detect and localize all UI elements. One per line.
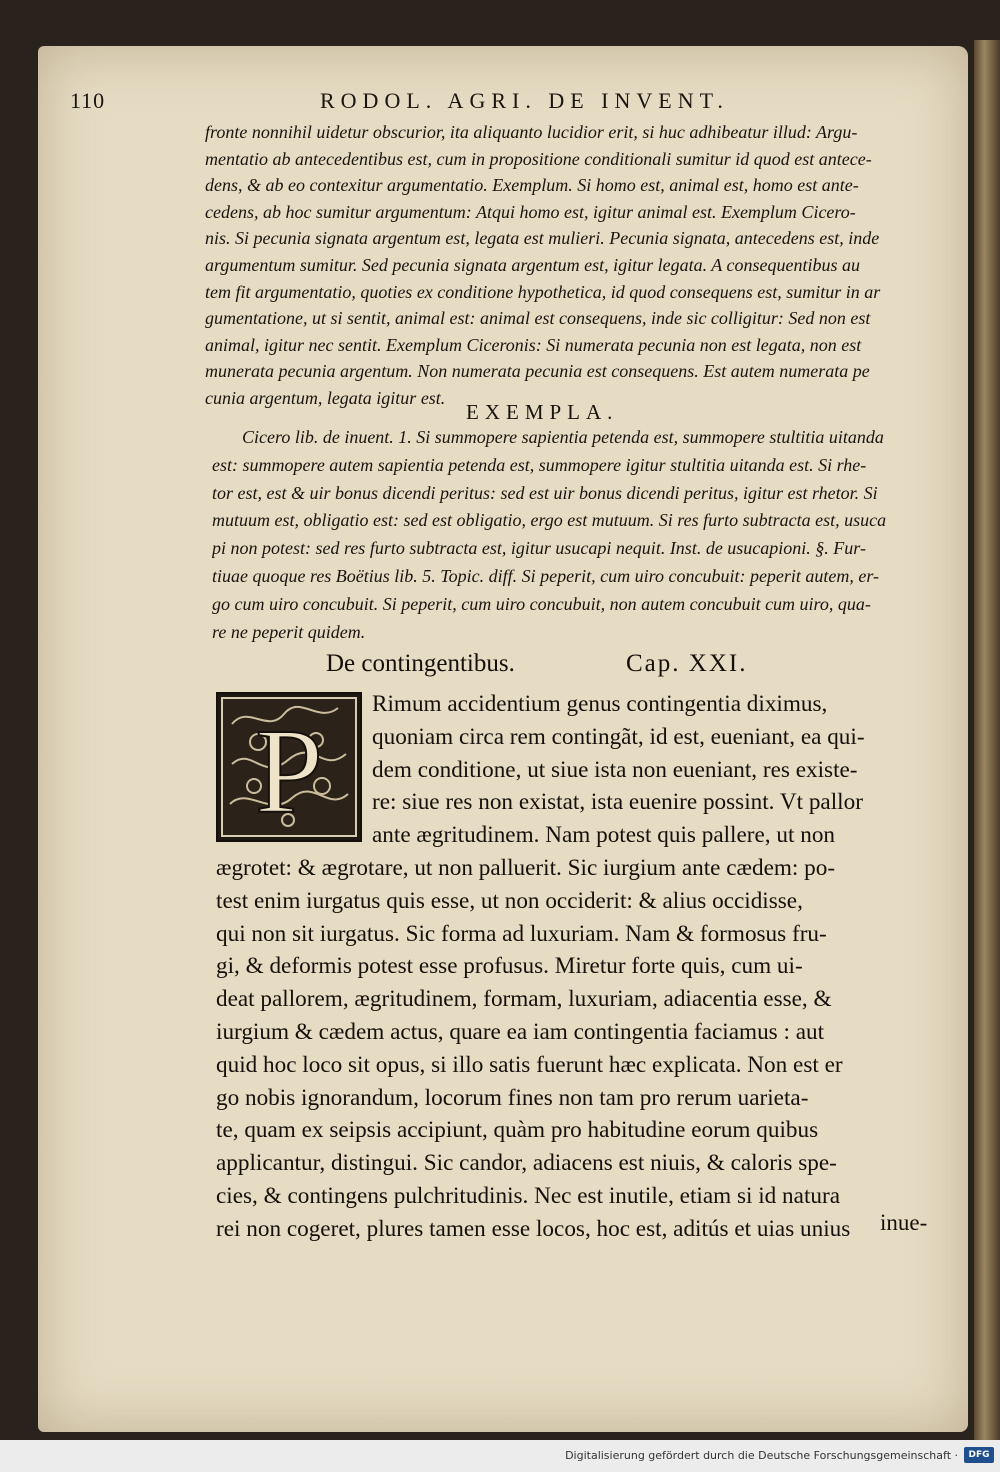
- text-line: nis. Si pecunia signata argentum est, legata est mulieri. Pecunia signata, antecedens est, inde: [205, 228, 880, 249]
- dropcap-letter: P: [255, 704, 323, 839]
- text-line: munerata pecunia argentum. Non numerata pecunia est consequens. Est autem numerata pe: [205, 361, 870, 382]
- text-line: dem conditione, ut siue ista non eueniant, res existe-: [372, 756, 858, 783]
- dfg-logo-icon: DFG: [964, 1447, 994, 1463]
- text-line: cies, & contingens pulchritudinis. Nec est inutile, etiam si id natura: [216, 1182, 840, 1209]
- text-line: gumentatione, ut si sentit, animal est: animal est consequens, inde sic colligitur: Sed non est: [205, 308, 871, 329]
- text-line: te, quam ex seipsis accipiunt, quàm pro habitudine eorum quibus: [216, 1117, 819, 1144]
- chapter-number: Cap. XXI.: [626, 650, 748, 677]
- text-line: quoniam circa rem contingãt, id est, eueniant, ea qui-: [372, 723, 865, 750]
- text-line: re ne peperit quidem.: [212, 621, 366, 642]
- text-line: gi, & deformis potest esse profusus. Miretur forte quis, cum ui-: [216, 953, 803, 980]
- text-line: ægrotet: & ægrotare, ut non palluerit. Sic iurgium ante cædem: po-: [216, 854, 836, 881]
- text-line: est: summopere autem sapientia petenda est, summopere igitur stultitia uitanda est. Si rhe-: [212, 454, 867, 475]
- text-line: cunia argentum, legata igitur est.: [205, 387, 446, 408]
- text-line: iurgium & cædem actus, quare ea iam contingentia faciamus : aut: [216, 1018, 825, 1045]
- text-line: dens, & ab eo contexitur argumentatio. Exemplum. Si homo est, animal est, homo est ante-: [205, 175, 859, 196]
- exempla-paragraph: [212, 424, 950, 646]
- text-line: applicantur, distingui. Sic candor, adiacens est niuis, & caloris spe-: [216, 1150, 837, 1177]
- text-line: rei non cogeret, plures tamen esse locos, hoc est, aditús et uias unius: [216, 1215, 851, 1242]
- text-line: quid hoc loco sit opus, si illo satis fuerunt hæc explicata. Non est er: [216, 1051, 843, 1078]
- text-line: Rimum accidentium genus contingentia diximus,: [372, 691, 828, 717]
- text-line: go nobis ignorandum, locorum fines non tam pro rerum uarieta-: [216, 1084, 809, 1111]
- text-line: argumentum sumitur. Sed pecunia signata argentum est, igitur legata. A consequentibus au: [205, 254, 860, 275]
- text-line: qui non sit iurgatus. Sic forma ad luxuriam. Nam & formosus fru-: [216, 920, 827, 947]
- text-line: cedens, ab hoc sumitur argumentum: Atqui homo est, igitur animal est. Exemplum Cicero-: [205, 201, 856, 222]
- text-line: deat pallorem, ægritudinem, formam, luxuriam, adiacentia esse, &: [216, 986, 832, 1013]
- roman-paragraph: [216, 688, 951, 1246]
- running-title: RODOL. AGRI. DE INVENT.: [320, 88, 729, 113]
- text-line: tiuae quoque res Boëtius lib. 5. Topic. diff. Si peperit, cum uiro concubuit: peperit autem, er-: [212, 565, 880, 586]
- italic-paragraph: [205, 119, 947, 412]
- funding-notice: Digitalisierung gefördert durch die Deutsche Forschungsgemeinschaft ·: [565, 1449, 958, 1462]
- text-line: go cum uiro concubuit. Si peperit, cum uiro concubuit, non autem concubuit cum uiro, qua-: [212, 593, 871, 614]
- folio-number: 110: [70, 88, 106, 113]
- chapter-title: De contingentibus.: [326, 650, 515, 677]
- text-line: Cicero lib. de inuent. 1. Si summopere sapientia petenda est, summopere stultitia uitanda: [242, 427, 884, 447]
- footer-bar: [0, 1440, 1000, 1472]
- text-line: test enim iurgatus quis esse, ut non occiderit: & alius occidisse,: [216, 887, 803, 914]
- text-line: tem fit argumentatio, quoties ex conditione hypothetica, id quod consequens est, sumitur in ar: [205, 281, 881, 302]
- text-line: fronte nonnihil uidetur obscurior, ita aliquanto lucidior erit, si huc adhibeatur illud: Argu-: [205, 122, 858, 142]
- text-line: mentatio ab antecedentibus est, cum in propositione conditionali sumitur id quod est antece-: [205, 148, 872, 169]
- text-line: re: siue res non existat, ista euenire possint. Vt pallor: [372, 789, 863, 816]
- book-edge: [974, 40, 1000, 1440]
- catchword: inue-: [880, 1210, 928, 1235]
- text-line: animal, igitur nec sentit. Exemplum Ciceronis: Si numerata pecunia non est legata, non est: [205, 334, 862, 355]
- text-line: pi non potest: sed res furto subtracta est, igitur usucapi nequit. Inst. de usucapioni. §. Fur-: [212, 538, 866, 559]
- exempla-heading: EXEMPLA.: [466, 400, 619, 424]
- text-line: mutuum est, obligatio est: sed est obligatio, ergo est mutuum. Si res furto subtracta est, usuca: [212, 510, 887, 531]
- text-line: ante ægritudinem. Nam potest quis pallere, ut non: [372, 822, 836, 849]
- text-line: tor est, est & uir bonus dicendi peritus: sed est uir bonus dicendi peritus, igitur est rhetor. Si: [212, 482, 878, 503]
